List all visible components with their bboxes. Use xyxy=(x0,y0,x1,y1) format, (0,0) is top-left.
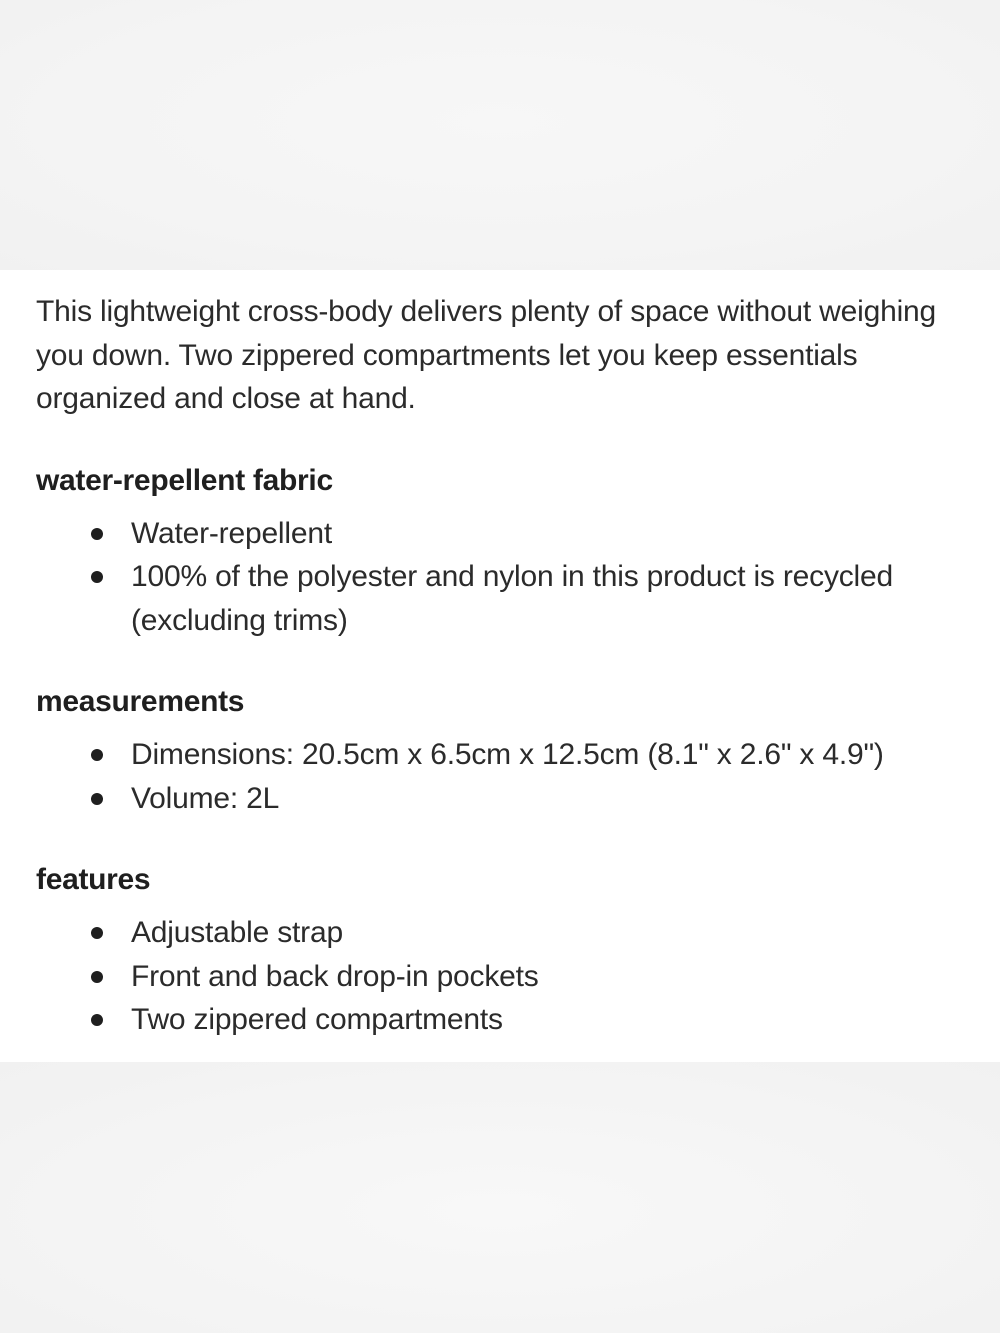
list-item xyxy=(36,911,964,955)
bullet-icon xyxy=(91,793,103,805)
bullet-icon xyxy=(91,971,103,983)
list-item xyxy=(36,955,964,999)
list-item xyxy=(36,512,964,556)
list-item-text: Dimensions: 20.5cm x 6.5cm x 12.5cm (8.1" x 2.6" x 4.9") xyxy=(131,738,884,771)
bottom-image-area xyxy=(0,1062,1000,1333)
section-features xyxy=(36,860,964,1042)
list-item xyxy=(36,998,964,1042)
list-item-text: 100% of the polyester and nylon in this product is recycled (excluding trims) xyxy=(131,560,893,637)
bullet-icon xyxy=(91,571,103,583)
list-item-text: Water-repellent xyxy=(131,516,332,550)
bullet-icon xyxy=(91,1014,103,1026)
bullet-list xyxy=(36,911,964,1042)
list-item-text: Front and back drop-in pockets xyxy=(131,959,539,993)
section-water-repellent-fabric xyxy=(36,461,964,643)
list-item-text: Adjustable strap xyxy=(131,916,343,949)
section-title: features xyxy=(36,863,151,896)
list-item-text: Volume: 2L xyxy=(131,781,280,815)
section-measurements xyxy=(36,682,964,820)
product-description: This lightweight cross-body delivers plenty of space without weighing you down. Two zippered compartments let you keep essentials organized and close at hand. xyxy=(36,295,936,415)
bullet-icon xyxy=(91,528,103,540)
bullet-icon xyxy=(91,749,103,761)
top-image-area xyxy=(0,0,1000,270)
bullet-icon xyxy=(91,927,103,939)
bullet-list xyxy=(36,512,964,643)
bullet-list xyxy=(36,733,964,820)
list-item xyxy=(36,777,964,821)
list-item xyxy=(36,555,964,642)
product-details xyxy=(0,270,1000,1062)
list-item xyxy=(36,733,964,777)
section-title: measurements xyxy=(36,685,245,718)
section-title: water-repellent fabric xyxy=(36,463,333,497)
list-item-text: Two zippered compartments xyxy=(131,1003,503,1036)
